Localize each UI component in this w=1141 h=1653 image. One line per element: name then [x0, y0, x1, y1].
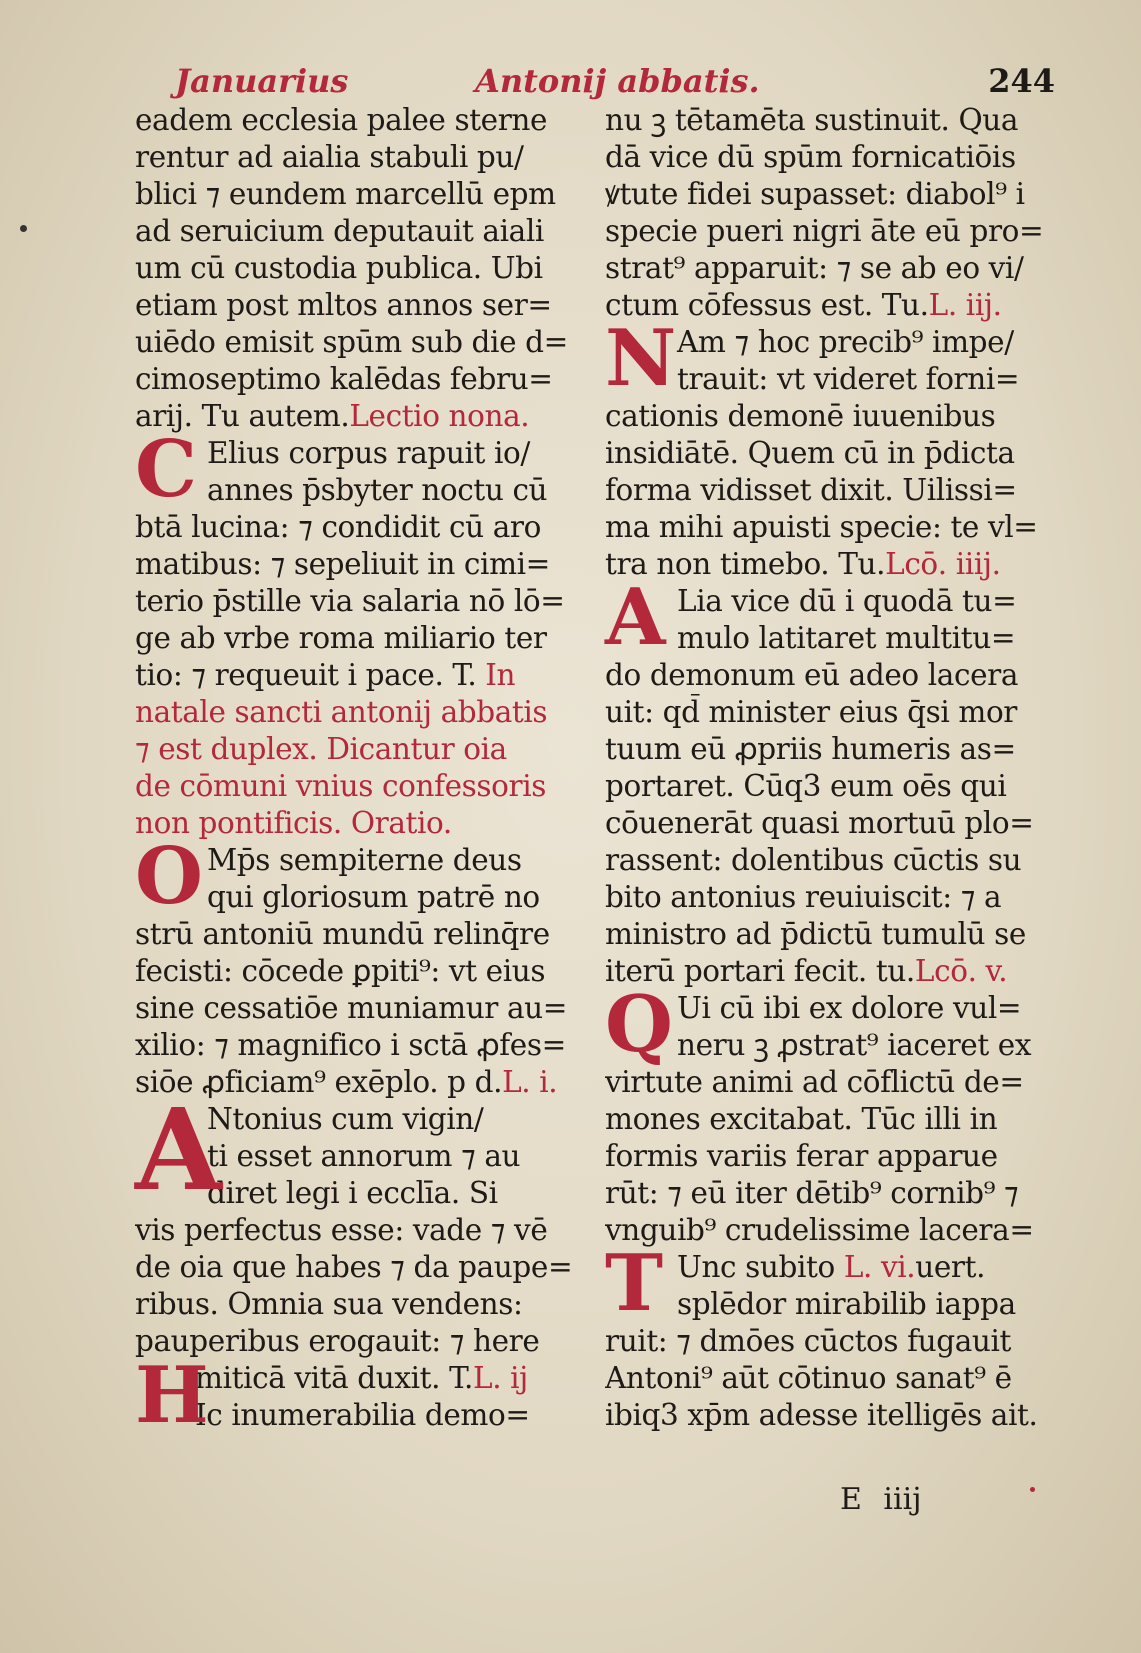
text-line: rassent: dolentibus cūctis su — [605, 843, 1022, 877]
text-line: ibiq3 xp̄m adesse itelligēs ait. — [605, 1398, 1038, 1432]
text-line: Elius corpus rapuit io/ — [207, 436, 530, 470]
rubric-lectio-v: Lcō. v. — [914, 954, 1008, 988]
text-line: fecisti: cōcede ꝑpiti⁹: vt eius — [135, 954, 546, 988]
text-line: tuum eū ꝓpriis humeris as= — [605, 732, 1016, 766]
rubric-lectio-iiii: Lcō. iiij. — [885, 547, 1001, 581]
text-line: ge ab vrbe roma miliario ter — [135, 621, 547, 655]
initial-letter-q: Q — [605, 979, 673, 1070]
text-line: dā vice dū spūm fornicatiōis — [605, 140, 1016, 174]
text-line: portaret. Cūq3 eum oēs qui — [605, 769, 1007, 803]
initial-letter-t: T — [605, 1238, 663, 1329]
text-line: virtute animi ad cōflictū de= — [605, 1065, 1024, 1099]
text-line: blici ⁊ eundem marcellū epm — [135, 177, 556, 211]
text-line: Mp̄s sempiterne deus — [207, 843, 522, 877]
header-feast: Antonij abbatis. — [475, 62, 760, 100]
folio-number: 244 — [988, 62, 1055, 100]
text-line: uiēdo emisit spūm sub die d= — [135, 325, 568, 359]
text-line: mones excitabat. Tūc illi in — [605, 1102, 998, 1136]
text-line: Ntonius cum vigin/ — [207, 1102, 484, 1136]
text-line: cōuenerāt quasi mortuū plo= — [605, 806, 1034, 840]
rubric-in: In — [485, 658, 516, 692]
text-line: cationis demonē iuuenibus — [605, 399, 996, 433]
initial-letter-o: O — [135, 831, 203, 922]
text-line: ad seruicium deputauit aiali — [135, 214, 544, 248]
text-line: qui gloriosum patrē no — [207, 880, 540, 914]
rubric-lectio-nona: Lectio nona. — [349, 399, 530, 433]
text-line: annes p̄sbyter noctu cū — [207, 473, 548, 507]
text-line — [605, 546, 1045, 583]
paragraph-o — [135, 831, 575, 1101]
text-line: etiam post mltos annos ser= — [135, 288, 552, 322]
rubric-lectio-vi: L. vi. — [843, 1250, 916, 1284]
paragraph-c — [135, 424, 575, 694]
paragraph-n — [605, 313, 1045, 583]
text-line: forma vidisset dixit. Uilissi= — [605, 473, 1017, 507]
text-line: btā lucina: ⁊ condidit cū aro — [135, 510, 541, 544]
text-line: ti esset annorum ⁊ au — [207, 1139, 521, 1173]
initial-letter-a: A — [135, 1085, 222, 1216]
text-line: bito antonius reuiuiscit: ⁊ a — [605, 880, 1002, 914]
paragraph-t — [605, 1238, 1045, 1434]
rubric-line: de cōmuni vnius confessoris — [135, 769, 546, 803]
text-line: eadem ecclesia palee sterne — [135, 103, 548, 137]
text-span: Unc subito — [677, 1250, 835, 1284]
initial-letter-a: A — [605, 572, 666, 663]
rubric-lectio-iii: L. iij. — [928, 288, 1002, 322]
initial-letter-n: N — [605, 313, 676, 404]
text-line: pauperibus erogauit: ⁊ here — [135, 1324, 540, 1358]
text-line: um cū custodia publica. Ubi — [135, 251, 543, 285]
rubric-line: non pontificis. Oratio. — [135, 806, 452, 840]
rubric-lectio-i: L. i. — [502, 1065, 558, 1099]
text-line: ruit: ⁊ dmōes cūctos fugauit — [605, 1324, 1011, 1358]
text-line: uit: qd̄ minister eius q̄si mor — [605, 695, 1018, 729]
text-span: siōe ꝓficiam⁹ exēplo. p d. — [135, 1065, 503, 1099]
rubric-lectio-ii: L. ij — [473, 1361, 528, 1395]
text-line: strat⁹ apparuit: ⁊ se ab eo vi/ — [605, 251, 1024, 285]
text-line: do demonum eū adeo lacera — [605, 658, 1019, 692]
rubric-line: ⁊ est duplex. Dicantur oia — [135, 732, 507, 766]
text-line: specie pueri nigri āte eū pro= — [605, 214, 1044, 248]
text-line: matibus: ⁊ sepeliuit in cimi= — [135, 547, 550, 581]
text-span: tio: ⁊ requeuit i pace. T. — [135, 658, 477, 692]
running-header — [175, 58, 1055, 104]
text-line: splēdor mirabilib iappa — [677, 1287, 1016, 1321]
text-span: miticā vitā duxit. T. — [195, 1361, 473, 1395]
text-span: arij. Tu autem. — [135, 399, 350, 433]
rubric-line: natale sancti antonij abbatis — [135, 695, 548, 729]
text-line: mulo latitaret multitu= — [677, 621, 1016, 655]
text-line: cimoseptimo kalēdas febru= — [135, 362, 553, 396]
text-line: xilio: ⁊ magnifico i sctā ꝓfes= — [135, 1028, 566, 1062]
text-line: Lia vice dū i quodā tu= — [677, 584, 1017, 618]
text-line — [605, 1249, 1045, 1286]
text-line: Antoni⁹ aūt cōtinuo sanat⁹ ē — [605, 1361, 1012, 1395]
text-line: rūt: ⁊ eū iter dētib⁹ cornib⁹ ⁊ — [605, 1176, 1019, 1210]
text-line: Ui cū ibi ex dolore vul= — [677, 991, 1022, 1025]
left-column — [135, 102, 575, 1441]
paragraph-q — [605, 979, 1045, 1249]
text-line: trauit: vt videret forni= — [677, 362, 1020, 396]
paragraph-a2 — [605, 572, 1045, 990]
text-span: uert. — [915, 1250, 986, 1284]
text-span: tra non timebo. Tu. — [605, 547, 886, 581]
text-line: vis perfectus esse: vade ⁊ vē — [135, 1213, 548, 1247]
text-span: iterū portari fecit. tu. — [605, 954, 915, 988]
text-line: rentur ad aialia stabuli pu/ — [135, 140, 524, 174]
initial-letter-h: H — [135, 1350, 209, 1441]
text-line: sine cessatiōe muniamur au= — [135, 991, 568, 1025]
text-line: terio p̄stille via salaria nō lō= — [135, 584, 565, 618]
text-line — [135, 398, 575, 435]
text-line — [135, 657, 575, 694]
text-line: Am ⁊ hoc precib⁹ impe/ — [677, 325, 1014, 359]
text-line: insidiātē. Quem cū in p̄dicta — [605, 436, 1015, 470]
text-line: ma mihi apuisti specie: te vl= — [605, 510, 1038, 544]
text-line: de oia que habes ⁊ da paupe= — [135, 1250, 573, 1284]
text-line: ministro ad p̄dictū tumulū se — [605, 917, 1026, 951]
text-line: formis variis ferar apparue — [605, 1139, 998, 1173]
text-line: vnguib⁹ crudelissime lacera= — [605, 1213, 1034, 1247]
text-line: neru ꝫ ꝓstrat⁹ iaceret ex — [677, 1028, 1032, 1062]
text-line: ribus. Omnia sua vendens: — [135, 1287, 523, 1321]
initial-letter-c: C — [135, 424, 197, 515]
text-line: ꝟtute fidei supasset: diabol⁹ i — [605, 177, 1025, 211]
text-span: ctum cōfessus est. Tu. — [605, 288, 929, 322]
right-column — [605, 102, 1045, 1434]
ink-speck — [1030, 1487, 1035, 1492]
text-line: diret legi i ecclīa. Si — [207, 1176, 498, 1210]
ink-speck — [20, 225, 27, 232]
text-line: Ic inumerabilia demo= — [195, 1398, 530, 1432]
text-line: strū antoniū mundū relinq̄re — [135, 917, 550, 951]
text-line: nu ꝫ tētamēta sustinuit. Qua — [605, 103, 1019, 137]
header-month: Januarius — [175, 62, 349, 100]
signature-mark: E iiij — [840, 1482, 922, 1517]
